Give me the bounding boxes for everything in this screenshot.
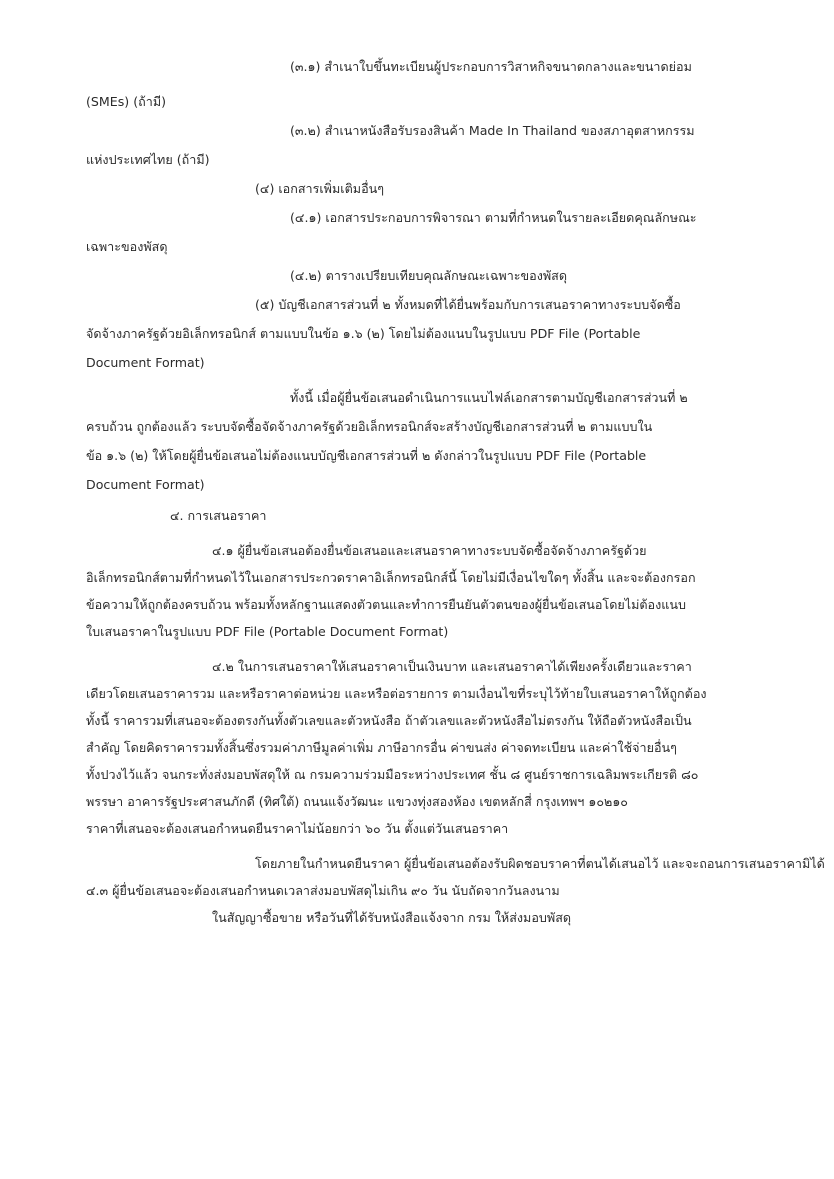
clause-4-2-line-4: สำคัญ โดยคิดราคารวมทั้งสิ้นซึ่งรวมค่าภาษีมูลค่าเพิ่ม ภาษีอากรอื่น ค่าขนส่ง ค่าจดทะเบียน และค่าใช้จ่ายอื่นๆ	[86, 740, 677, 755]
clause-4-1-line-3: ข้อความให้ถูกต้องครบถ้วน พร้อมทั้งหลักฐานแสดงตัวตนและทำการยืนยันตัวตนของผู้ยื่นข้อเสนอโดยไม่ต้องแนบ	[86, 597, 686, 612]
note-line-4: Document Format)	[86, 477, 205, 492]
note-line-3: ข้อ ๑.๖ (๒) ให้โดยผู้ยื่นข้อเสนอไม่ต้องแนบบัญชีเอกสารส่วนที่ ๒ ดังกล่าวในรูปแบบ PDF File (Portable	[86, 448, 647, 463]
clause-4-2-line-1: ๔.๒ ในการเสนอราคาให้เสนอราคาเป็นเงินบาท และเสนอราคาได้เพียงครั้งเดียวและราคา	[212, 659, 692, 674]
clause-4-2-line-3: ทั้งนี้ ราคารวมที่เสนอจะต้องตรงกันทั้งตัวเลขและตัวหนังสือ ถ้าตัวเลขและตัวหนังสือไม่ตรงกัน ให้ถือตัวหนังสือเป็น	[86, 713, 692, 728]
item-4-1-line-1: (๔.๑) เอกสารประกอบการพิจารณา ตามที่กำหนดในรายละเอียดคุณลักษณะ	[290, 210, 697, 225]
item-4-2-line: (๔.๒) ตารางเปรียบเทียบคุณลักษณะเฉพาะของพัสดุ	[290, 268, 568, 283]
note-line-1: ทั้งนี้ เมื่อผู้ยื่นข้อเสนอดำเนินการแนบไฟล์เอกสารตามบัญชีเอกสารส่วนที่ ๒	[290, 390, 688, 405]
clause-4-1-line-1: ๔.๑ ผู้ยื่นข้อเสนอต้องยื่นข้อเสนอและเสนอราคาทางระบบจัดซื้อจัดจ้างภาครัฐด้วย	[212, 543, 647, 558]
clause-4-2-line-6: พรรษา อาคารรัฐประศาสนภักดี (ทิศใต้) ถนนแจ้งวัฒนะ แขวงทุ่งสองห้อง เขตหลักสี่ กรุงเทพฯ ๑๐๒๑๐	[86, 794, 628, 809]
note-line-2: ครบถ้วน ถูกต้องแล้ว ระบบจัดซื้อจัดจ้างภาครัฐด้วยอิเล็กทรอนิกส์จะสร้างบัญชีเอกสารส่วนที่ ๒ ตามแบบใน	[86, 419, 653, 434]
clause-4-1-line-2: อิเล็กทรอนิกส์ตามที่กำหนดไว้ในเอกสารประกวดราคาอิเล็กทรอนิกส์นี้ โดยไม่มีเงื่อนไขใดๆ ทั้งสิ้น และจะต้องกรอก	[86, 570, 696, 585]
item-5-line-3: Document Format)	[86, 355, 205, 370]
item-5-line-2: จัดจ้างภาครัฐด้วยอิเล็กทรอนิกส์ ตามแบบในข้อ ๑.๖ (๒) โดยไม่ต้องแนบในรูปแบบ PDF File (Portable	[86, 326, 641, 341]
item-3-2-line-2: แห่งประเทศไทย (ถ้ามี)	[86, 152, 210, 167]
item-3-1-line-2: (SMEs) (ถ้ามี)	[86, 94, 167, 109]
clause-4-2-line-2: เดียวโดยเสนอราคารวม และหรือราคาต่อหน่วย และหรือต่อรายการ ตามเงื่อนไขที่ระบุไว้ท้ายใบเสนอราคาให้ถูกต้อง	[86, 686, 707, 701]
item-5-line-1: (๕) บัญชีเอกสารส่วนที่ ๒ ทั้งหมดที่ได้ยื่นพร้อมกับการเสนอราคาทางระบบจัดซื้อ	[255, 297, 681, 312]
item-3-2-line-1: (๓.๒) สำเนาหนังสือรับรองสินค้า Made In Thailand ของสภาอุตสาหกรรม	[290, 123, 695, 138]
clause-4-2-line-5: ทั้งปวงไว้แล้ว จนกระทั่งส่งมอบพัสดุให้ ณ กรมความร่วมมือระหว่างประเทศ ชั้น ๘ ศูนย์ราชการเฉลิมพระเกียรติ ๘๐	[86, 767, 699, 782]
price-validity-line-2: โดยภายในกำหนดยืนราคา ผู้ยื่นข้อเสนอต้องรับผิดชอบราคาที่ตนได้เสนอไว้ และจะถอนการเสนอราคามิได้	[255, 856, 825, 871]
item-4-1-line-2: เฉพาะของพัสดุ	[86, 239, 168, 254]
item-3-1-line-1: (๓.๑) สำเนาใบขึ้นทะเบียนผู้ประกอบการวิสาหกิจขนาดกลางและขนาดย่อม	[290, 59, 692, 74]
section-4-heading: ๔. การเสนอราคา	[170, 508, 267, 523]
clause-4-3-line-2: ในสัญญาซื้อขาย หรือวันที่ได้รับหนังสือแจ้งจาก กรม ให้ส่งมอบพัสดุ	[212, 910, 572, 925]
clause-4-1-line-4: ใบเสนอราคาในรูปแบบ PDF File (Portable Document Format)	[86, 624, 449, 639]
clause-4-3-line-1: ๔.๓ ผู้ยื่นข้อเสนอจะต้องเสนอกำหนดเวลาส่งมอบพัสดุไม่เกิน ๙๐ วัน นับถัดจากวันลงนาม	[86, 883, 560, 898]
item-4-heading: (๔) เอกสารเพิ่มเติมอื่นๆ	[255, 181, 385, 196]
price-validity-line-1: ราคาที่เสนอจะต้องเสนอกำหนดยืนราคาไม่น้อยกว่า ๖๐ วัน ตั้งแต่วันเสนอราคา	[86, 821, 509, 836]
